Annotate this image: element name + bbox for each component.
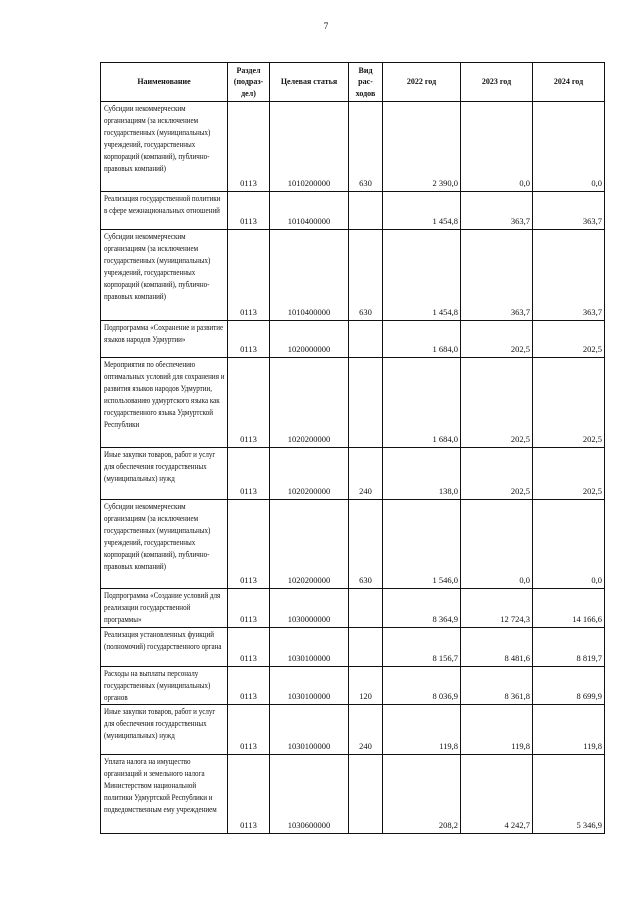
cell-2024	[533, 321, 605, 358]
cell-target	[270, 102, 349, 192]
cell-type	[349, 667, 383, 705]
cell-2022	[383, 321, 461, 358]
cell-name-text: Реализация установленных функций (полномочий) государственного органа	[104, 630, 222, 651]
cell-target-text: 1010400000	[287, 307, 331, 317]
cell-target	[270, 755, 349, 834]
cell-target-text: 1010400000	[287, 216, 331, 226]
cell-type	[349, 321, 383, 358]
cell-name-text: Иные закупки товаров, работ и услуг для обеспечения государственных (муниципальных) нужд	[104, 450, 216, 483]
cell-2024-text: 202,5	[582, 344, 602, 354]
cell-section	[228, 705, 270, 755]
cell-name-text: Уплата налога на имущество организаций и земельного налога Министерством национальной политики Удмуртской Республики и подведомственным ему учреждением	[104, 757, 217, 814]
cell-2022	[383, 705, 461, 755]
table-row	[101, 705, 605, 755]
header-2023: 2023 год	[461, 63, 533, 102]
cell-type-text: 120	[359, 691, 372, 701]
cell-2023	[461, 589, 533, 628]
cell-2024-text: 202,5	[582, 486, 602, 496]
table-body	[101, 102, 605, 834]
cell-2024	[533, 755, 605, 834]
cell-2022-text: 1 454,8	[432, 307, 458, 317]
table-row	[101, 448, 605, 500]
table-row	[101, 755, 605, 834]
cell-name	[101, 192, 228, 230]
header-2022: 2022 год	[383, 63, 461, 102]
cell-target	[270, 192, 349, 230]
cell-2024	[533, 448, 605, 500]
table-row	[101, 358, 605, 448]
header-target: Целевая статья	[270, 63, 349, 102]
table-row	[101, 102, 605, 192]
cell-2023	[461, 705, 533, 755]
cell-2023-text: 8 361,8	[504, 691, 530, 701]
cell-name	[101, 321, 228, 358]
cell-2023	[461, 192, 533, 230]
header-type: Вид рас- ходов	[349, 63, 383, 102]
cell-2022	[383, 628, 461, 667]
cell-2023	[461, 321, 533, 358]
cell-2023-text: 119,8	[511, 741, 530, 751]
cell-2024	[533, 628, 605, 667]
cell-2023-text: 12 724,3	[500, 614, 530, 624]
cell-2024	[533, 589, 605, 628]
cell-2022-text: 1 684,0	[432, 344, 458, 354]
cell-2023	[461, 358, 533, 448]
cell-type	[349, 589, 383, 628]
cell-2024	[533, 358, 605, 448]
cell-target	[270, 589, 349, 628]
cell-2022-text: 138,0	[438, 486, 458, 496]
cell-2024	[533, 705, 605, 755]
cell-name-text: Иные закупки товаров, работ и услуг для обеспечения государственных (муниципальных) нужд	[104, 707, 216, 740]
cell-2023	[461, 500, 533, 589]
cell-2023-text: 0,0	[519, 575, 530, 585]
cell-type-text: 240	[359, 486, 372, 496]
cell-name-text: Расходы на выплаты персоналу государственных (муниципальных) органов	[104, 669, 211, 702]
cell-section-text: 0113	[240, 486, 257, 496]
header-2024: 2024 год	[533, 63, 605, 102]
cell-target	[270, 705, 349, 755]
cell-2023	[461, 628, 533, 667]
cell-2024-text: 8 819,7	[576, 653, 602, 663]
cell-section-text: 0113	[240, 691, 257, 701]
cell-2022	[383, 230, 461, 321]
table-header	[101, 63, 605, 102]
cell-type	[349, 500, 383, 589]
cell-section-text: 0113	[240, 820, 257, 830]
cell-section-text: 0113	[240, 216, 257, 226]
cell-name	[101, 230, 228, 321]
cell-2023	[461, 667, 533, 705]
cell-2022-text: 8 036,9	[432, 691, 458, 701]
cell-target	[270, 667, 349, 705]
cell-target-text: 1010200000	[287, 178, 331, 188]
cell-2024-text: 5 346,9	[576, 820, 602, 830]
cell-target-text: 1020000000	[287, 344, 331, 354]
cell-2023-text: 202,5	[510, 434, 530, 444]
cell-section-text: 0113	[240, 434, 257, 444]
cell-2024	[533, 192, 605, 230]
cell-target-text: 1030100000	[287, 741, 331, 751]
cell-type	[349, 628, 383, 667]
cell-name-text: Субсидии некоммерческим организациям (за исключением государственных (муниципальных) учреждений, государственных корпораций (компаний), публично- правовых компаний)	[104, 104, 211, 173]
cell-type-text: 240	[359, 741, 372, 751]
cell-2022-text: 1 546,0	[432, 575, 458, 585]
cell-2023	[461, 448, 533, 500]
cell-type-text: 630	[359, 575, 372, 585]
cell-2022	[383, 667, 461, 705]
cell-2024	[533, 230, 605, 321]
cell-section-text: 0113	[240, 653, 257, 663]
cell-target-text: 1020200000	[287, 434, 331, 444]
cell-name	[101, 705, 228, 755]
cell-2022-text: 1 454,8	[432, 216, 458, 226]
cell-2024	[533, 102, 605, 192]
cell-2024-text: 119,8	[583, 741, 602, 751]
cell-2022	[383, 755, 461, 834]
cell-2022	[383, 192, 461, 230]
cell-type	[349, 192, 383, 230]
cell-type	[349, 755, 383, 834]
cell-section	[228, 102, 270, 192]
cell-target-text: 1020200000	[287, 575, 331, 585]
cell-type	[349, 230, 383, 321]
cell-name	[101, 500, 228, 589]
table-row	[101, 321, 605, 358]
cell-2022-text: 8 156,7	[432, 653, 458, 663]
cell-section-text: 0113	[240, 307, 257, 317]
cell-2023	[461, 102, 533, 192]
cell-type-text: 630	[359, 178, 372, 188]
table-row	[101, 500, 605, 589]
cell-name-text: Субсидии некоммерческим организациям (за исключением государственных (муниципальных) учреждений, государственных корпораций (компаний), публично- правовых компаний)	[104, 502, 211, 571]
cell-target-text: 1030100000	[287, 653, 331, 663]
cell-target	[270, 358, 349, 448]
header-row	[101, 63, 605, 102]
cell-2023-text: 4 242,7	[504, 820, 530, 830]
cell-2022-text: 1 684,0	[432, 434, 458, 444]
cell-2022	[383, 448, 461, 500]
cell-2022	[383, 589, 461, 628]
cell-2023-text: 202,5	[510, 486, 530, 496]
cell-2022	[383, 358, 461, 448]
cell-target-text: 1030000000	[287, 614, 331, 624]
cell-2024	[533, 500, 605, 589]
cell-name-text: Мероприятия по обеспечению оптимальных условий для сохранения и развития языков народов Удмуртии, использованию удмуртского языка как государственного языка Удмуртской Республики	[104, 360, 225, 429]
cell-type	[349, 102, 383, 192]
cell-2024-text: 202,5	[582, 434, 602, 444]
cell-section	[228, 192, 270, 230]
cell-type	[349, 358, 383, 448]
cell-name	[101, 102, 228, 192]
cell-2022-text: 119,8	[439, 741, 458, 751]
table-row	[101, 589, 605, 628]
cell-2024-text: 14 166,6	[572, 614, 602, 624]
cell-name	[101, 755, 228, 834]
cell-target-text: 1030100000	[287, 691, 331, 701]
cell-section	[228, 667, 270, 705]
cell-2023	[461, 755, 533, 834]
cell-target	[270, 500, 349, 589]
cell-2022-text: 208,2	[438, 820, 458, 830]
cell-name	[101, 358, 228, 448]
cell-section-text: 0113	[240, 741, 257, 751]
cell-2024	[533, 667, 605, 705]
cell-type	[349, 705, 383, 755]
cell-section	[228, 230, 270, 321]
page-number: 7	[323, 22, 329, 32]
cell-section	[228, 628, 270, 667]
cell-2023-text: 363,7	[510, 307, 530, 317]
cell-name	[101, 667, 228, 705]
cell-2022-text: 2 390,0	[432, 178, 458, 188]
cell-2023-text: 363,7	[510, 216, 530, 226]
cell-name-text: Реализация государственной политики в сфере межнациональных отношений	[104, 194, 221, 215]
budget-table	[100, 62, 605, 834]
header-name: Наименование	[101, 63, 228, 102]
cell-name-text: Подпрограмма «Создание условий для реализации государственной программы»	[104, 591, 221, 624]
cell-target	[270, 448, 349, 500]
cell-section-text: 0113	[240, 178, 257, 188]
cell-name-text: Подпрограмма «Сохранение и развитие языков народов Удмуртии»	[104, 323, 224, 344]
cell-2022	[383, 500, 461, 589]
cell-name	[101, 589, 228, 628]
cell-name	[101, 448, 228, 500]
cell-2024-text: 363,7	[582, 216, 602, 226]
cell-2023	[461, 230, 533, 321]
table-row	[101, 667, 605, 705]
table-row	[101, 192, 605, 230]
cell-2022	[383, 102, 461, 192]
header-section: Раздел (подраз- дел)	[228, 63, 270, 102]
cell-type	[349, 448, 383, 500]
cell-target	[270, 321, 349, 358]
cell-2023-text: 8 481,6	[504, 653, 530, 663]
cell-section	[228, 358, 270, 448]
cell-section	[228, 589, 270, 628]
cell-target-text: 1030600000	[287, 820, 331, 830]
cell-2023-text: 202,5	[510, 344, 530, 354]
cell-2024-text: 0,0	[591, 178, 602, 188]
cell-section	[228, 321, 270, 358]
cell-2023-text: 0,0	[519, 178, 530, 188]
cell-section	[228, 448, 270, 500]
cell-section	[228, 755, 270, 834]
table-row	[101, 230, 605, 321]
cell-2024-text: 0,0	[591, 575, 602, 585]
cell-section-text: 0113	[240, 614, 257, 624]
cell-section-text: 0113	[240, 575, 257, 585]
cell-2024-text: 8 699,9	[576, 691, 602, 701]
cell-2024-text: 363,7	[582, 307, 602, 317]
table-row	[101, 628, 605, 667]
cell-name	[101, 628, 228, 667]
cell-target-text: 1020200000	[287, 486, 331, 496]
cell-target	[270, 230, 349, 321]
cell-section-text: 0113	[240, 344, 257, 354]
cell-section	[228, 500, 270, 589]
cell-2022-text: 8 364,9	[432, 614, 458, 624]
cell-name-text: Субсидии некоммерческим организациям (за исключением государственных (муниципальных) учреждений, государственных корпораций (компаний), публично- правовых компаний)	[104, 232, 211, 301]
cell-type-text: 630	[359, 307, 372, 317]
cell-target	[270, 628, 349, 667]
